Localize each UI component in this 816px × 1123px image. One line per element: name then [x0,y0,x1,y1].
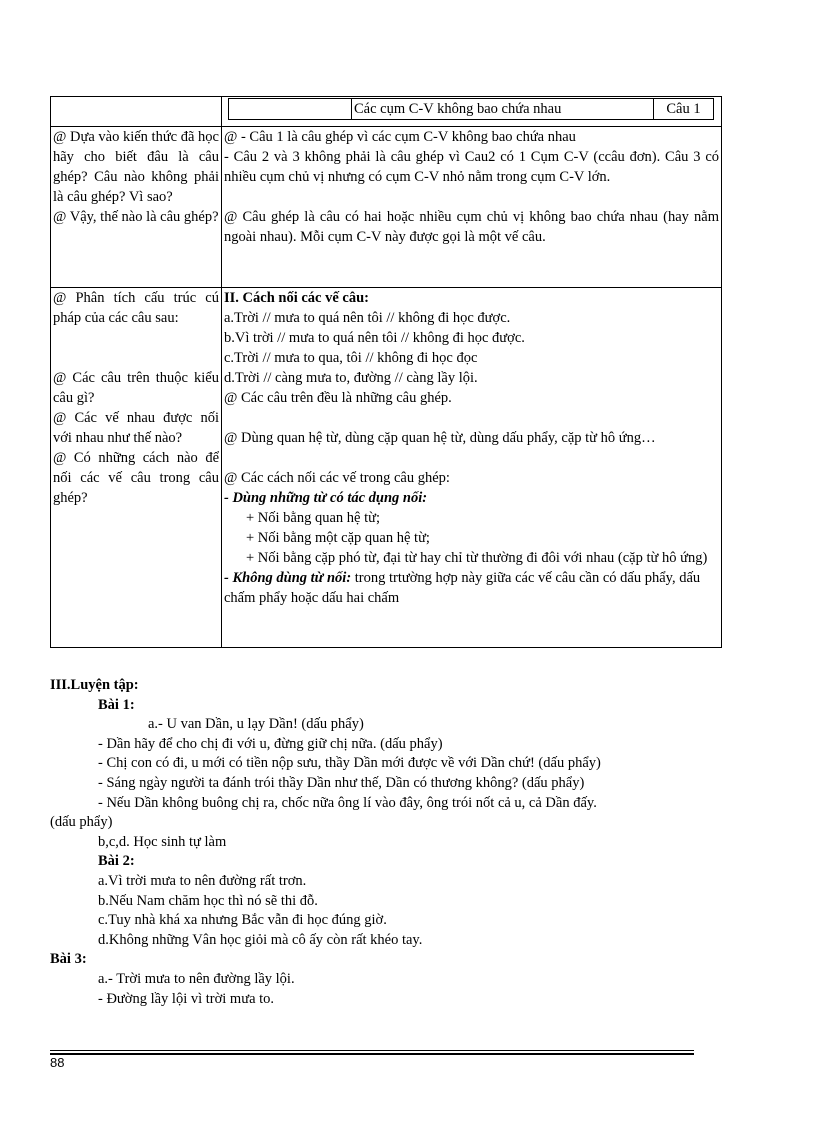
table-cell-header [222,97,722,127]
question-text: @ Vậy, thế nào là câu ghép? [53,209,219,225]
table-row [51,288,722,648]
example-c: c.Trời // mưa to qua, tôi // không đi học đọc [224,350,478,366]
exercise-line: b.Nếu Nam chăm học thì nó sẽ thi đỗ. [98,892,318,909]
exercise-line: a.Vì trời mưa to nên đường rất trơn. [98,872,307,889]
exercise-line: (dấu phẩy) [50,814,113,831]
inner-header-table [228,98,714,120]
inner-cell-cau: Câu 1 [654,99,714,120]
example-a: a.Trời // mưa to quá nên tôi // không đi học được. [224,310,511,326]
table-row [51,97,722,127]
exercise-line: - Nếu Dần không buông chị ra, chốc nữa ông lí vào đây, ông trói nốt cả u, cả Dần đấy. [98,794,597,811]
lesson-table [50,96,722,648]
table-row [51,127,722,288]
exercise-line: - Chị con có đi, u mới có tiền nộp sưu, thầy Dần mới được về với Dần chứ! (dấu phẩy) [98,755,601,772]
exercise-line: a.- U van Dần, u lạy Dần! (dấu phẩy) [148,716,364,733]
question-text: @ Dựa vào kiến thức đã học hãy cho biết đâu là câu ghép? Câu nào không phải là câu ghép? Vì sao? [53,129,219,205]
exercise-line: - Đường lầy lội vì trời mưa to. [98,990,275,1007]
exercise-1-title: Bài 1: [98,696,135,713]
footer-rule [50,1050,694,1051]
exercise-line: b,c,d. Học sinh tự làm [98,833,227,850]
answer-cell [222,288,722,648]
answer-text: - Câu 2 và 3 không phải là câu ghép vì Cau2 có 1 Cụm C-V (ccâu đơn). Câu 3 có nhiều cụm chủ vị nhưng có cụm C-V nhỏ nằm trong cụm C-V lớn. [224,149,719,185]
answer-text: @ Các cách nối các vế trong câu ghép: [224,470,450,486]
footer-rule [50,1053,694,1055]
page-number: 88 [50,1055,65,1070]
exercise-line: a.- Trời mưa to nên đường lầy lội. [98,970,295,987]
example-b: b.Vì trời // mưa to quá nên tôi // không đi học được. [224,330,525,346]
exercise-3-title: Bài 3: [50,951,87,968]
inner-cell-text: Các cụm C-V không bao chứa nhau [352,99,654,120]
practice-section [50,676,722,1009]
no-connector-paragraph [224,568,719,608]
list-item: + Nối bằng một cặp quan hệ từ; [246,530,430,546]
question-text: @ Phân tích cấu trúc cú pháp của các câu sau: [53,290,219,326]
exercise-line: - Dần hãy để cho chị đi với u, đừng giữ chị nữa. (dấu phẩy) [98,735,443,752]
no-connector-text: trong trtường hợp này giữa các vế câu cần có dấu phẩy, dấu chấm phẩy hoặc dấu hai chấm [224,570,701,606]
question-cell [51,127,222,288]
subheading-no-connectors: - Không dùng từ nối: [224,570,352,586]
question-text: @ Các câu trên thuộc kiểu câu gì? [53,370,219,406]
exercise-line: - Sáng ngày người ta đánh trói thầy Dần như thế, Dần có thương không? (dấu phẩy) [98,774,585,791]
question-text: @ Có những cách nào để nối các vế câu trong câu ghép? [53,450,219,506]
section-heading: II. Cách nối các vế câu: [224,290,369,306]
list-item-text: + Nối bằng cặp phó từ, đại từ hay chỉ từ thường đi đôi với nhau (cặp từ hô ứng) [246,550,708,566]
practice-title: III.Luyện tập: [50,677,139,693]
subheading-connectors: - Dùng những từ có tác dụng nối: [224,490,428,506]
answer-text: @ Câu ghép là câu có hai hoặc nhiều cụm chủ vị không bao chứa nhau (hay nằm ngoài nhau). Mỗi cụm C-V này được gọi là một vế câu. [224,209,719,245]
exercise-line: d.Không những Vân học giỏi mà cô ấy còn rất khéo tay. [98,931,423,948]
inner-cell-empty [229,99,352,120]
question-text: @ Các vế nhau được nối với nhau như thế nào? [53,410,219,446]
answer-text: @ Dùng quan hệ từ, dùng cặp quan hệ từ, dùng dấu phẩy, cặp từ hô ứng… [224,430,656,446]
list-item [224,548,719,568]
answer-text: @ - Câu 1 là câu ghép vì các cụm C-V không bao chứa nhau [224,129,576,145]
question-cell [51,288,222,648]
example-d: d.Trời // càng mưa to, đường // càng lầy lội. [224,370,478,386]
table-cell-empty [51,97,222,127]
answer-text: @ Các câu trên đều là những câu ghép. [224,390,452,406]
answer-cell [222,127,722,288]
exercise-line: c.Tuy nhà khá xa nhưng Bắc vẫn đi học đúng giờ. [98,912,387,929]
exercise-2-title: Bài 2: [98,853,135,870]
list-item: + Nối bằng quan hệ từ; [246,510,381,526]
